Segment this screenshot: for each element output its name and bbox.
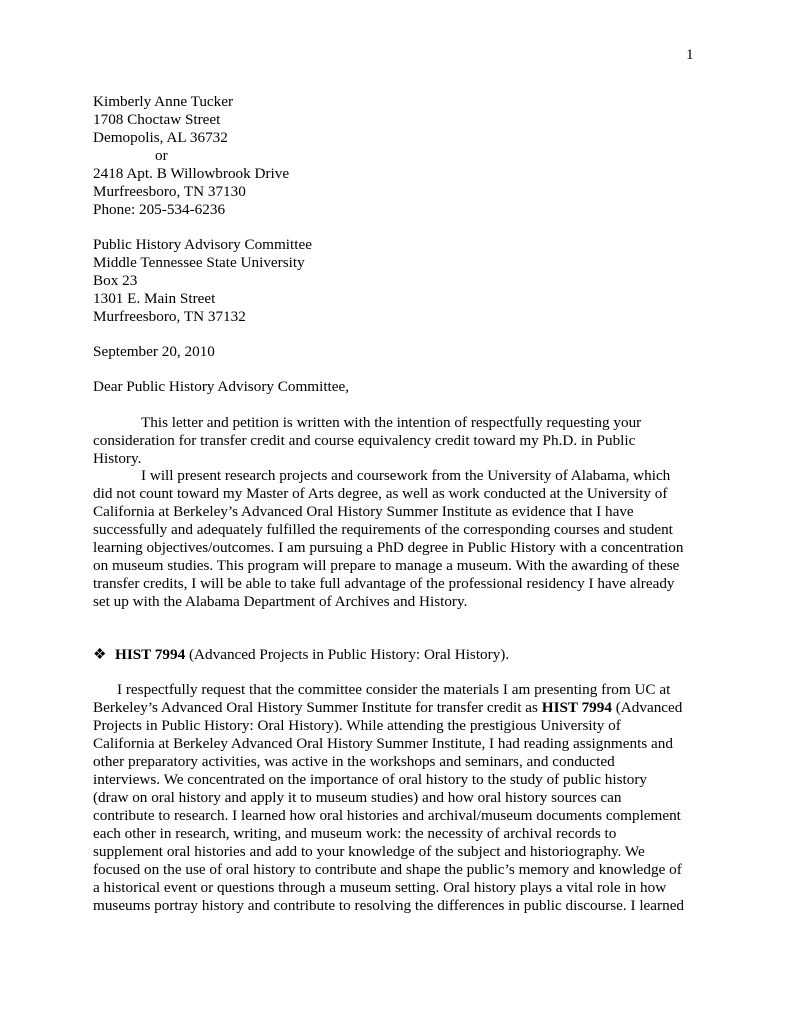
paragraph-line: This letter and petition is written with the intention of respectfully requesting your [141,414,642,431]
paragraph-line: other preparatory activities, was active in the workshops and seminars, and conducted [93,753,615,770]
course-code-inline: HIST 7994 [541,699,612,716]
recipient-line-4: 1301 E. Main Street [93,290,216,307]
paragraph-text: (Advanced [611,699,683,716]
paragraph-line: supplement oral histories and add to your knowledge of the subject and historiography. We [93,843,645,860]
sender-name: Kimberly Anne Tucker [93,93,234,110]
date-text: September 20, 2010 [93,343,215,360]
recipient-line-3: Box 23 [93,272,138,289]
recipient-address-block [93,236,713,326]
course-code: HIST 7994 [115,646,186,663]
paragraph-line: transfer credits, I will be able to take full advantage of the professional residency I have already [93,575,675,592]
sender-address2-street: 2418 Apt. B Willowbrook Drive [93,165,290,182]
paragraph-text: Berkeley’s Advanced Oral History Summer Institute for transfer credit as [93,699,542,716]
paragraph-line: contribute to research. I learned how oral histories and archival/museum documents complement [93,807,681,824]
sender-address1-street: 1708 Choctaw Street [93,111,221,128]
paragraph-line: I will present research projects and coursework from the University of Alabama, which [141,467,671,484]
paragraph-line: History. [93,450,142,467]
paragraph-line: California at Berkeley Advanced Oral History Summer Institute, I had reading assignments and [93,735,673,752]
paragraph-line: each other in research, writing, and museum work: the necessity of archival records to [93,825,617,842]
paragraph-line: museums portray history and contribute to resolving the differences in public discourse. I learned [93,897,685,914]
paragraph-line: set up with the Alabama Department of Archives and History. [93,593,468,610]
recipient-line-1: Public History Advisory Committee [93,236,312,253]
paragraph-line [93,699,713,717]
diamond-bullet-icon: ❖ [93,646,107,663]
course-title: (Advanced Projects in Public History: Oral History). [185,646,510,663]
paragraph-line: Projects in Public History: Oral History). While attending the prestigious University of [93,717,621,734]
paragraph-line: interviews. We concentrated on the importance of oral history to the study of public history [93,771,647,788]
paragraph-line: on museum studies. This program will prepare to manage a museum. With the awarding of these [93,557,680,574]
recipient-line-2: Middle Tennessee State University [93,254,305,271]
paragraph-line: learning objectives/outcomes. I am pursuing a PhD degree in Public History with a concentration [93,539,684,556]
paragraph-line: I respectfully request that the committee consider the materials I am presenting from UC at [117,681,671,698]
paragraph-line: focused on the use of oral history to contribute and shape the public’s memory and knowledge of [93,861,682,878]
sender-address-block [93,93,713,219]
page-number: 1 [686,46,694,63]
paragraph-hist-7994 [93,681,713,915]
sender-or: or [155,147,168,164]
paragraph-line: successfully and adequately fulfilled the requirements of the corresponding courses and student [93,521,673,538]
paragraph-line: did not count toward my Master of Arts degree, as well as work conducted at the University of [93,485,668,502]
course-heading-line [93,646,713,664]
salutation [93,378,713,396]
paragraph-line: consideration for transfer credit and course equivalency credit toward my Ph.D. in Public [93,432,636,449]
paragraph-research [93,467,713,611]
sender-phone: Phone: 205-534-6236 [93,201,226,218]
recipient-line-5: Murfreesboro, TN 37132 [93,308,246,325]
salutation-text: Dear Public History Advisory Committee, [93,378,350,395]
paragraph-line: California at Berkeley’s Advanced Oral History Summer Institute as evidence that I have [93,503,634,520]
course-heading [93,646,713,664]
letter-date [93,343,713,361]
paragraph-line: a historical event or questions through a museum setting. Oral history plays a vital role in how [93,879,667,896]
paragraph-line: (draw on oral history and apply it to museum studies) and how oral history sources can [93,789,622,806]
sender-address1-city: Demopolis, AL 36732 [93,129,228,146]
sender-address2-city: Murfreesboro, TN 37130 [93,183,246,200]
paragraph-intro [93,414,713,468]
